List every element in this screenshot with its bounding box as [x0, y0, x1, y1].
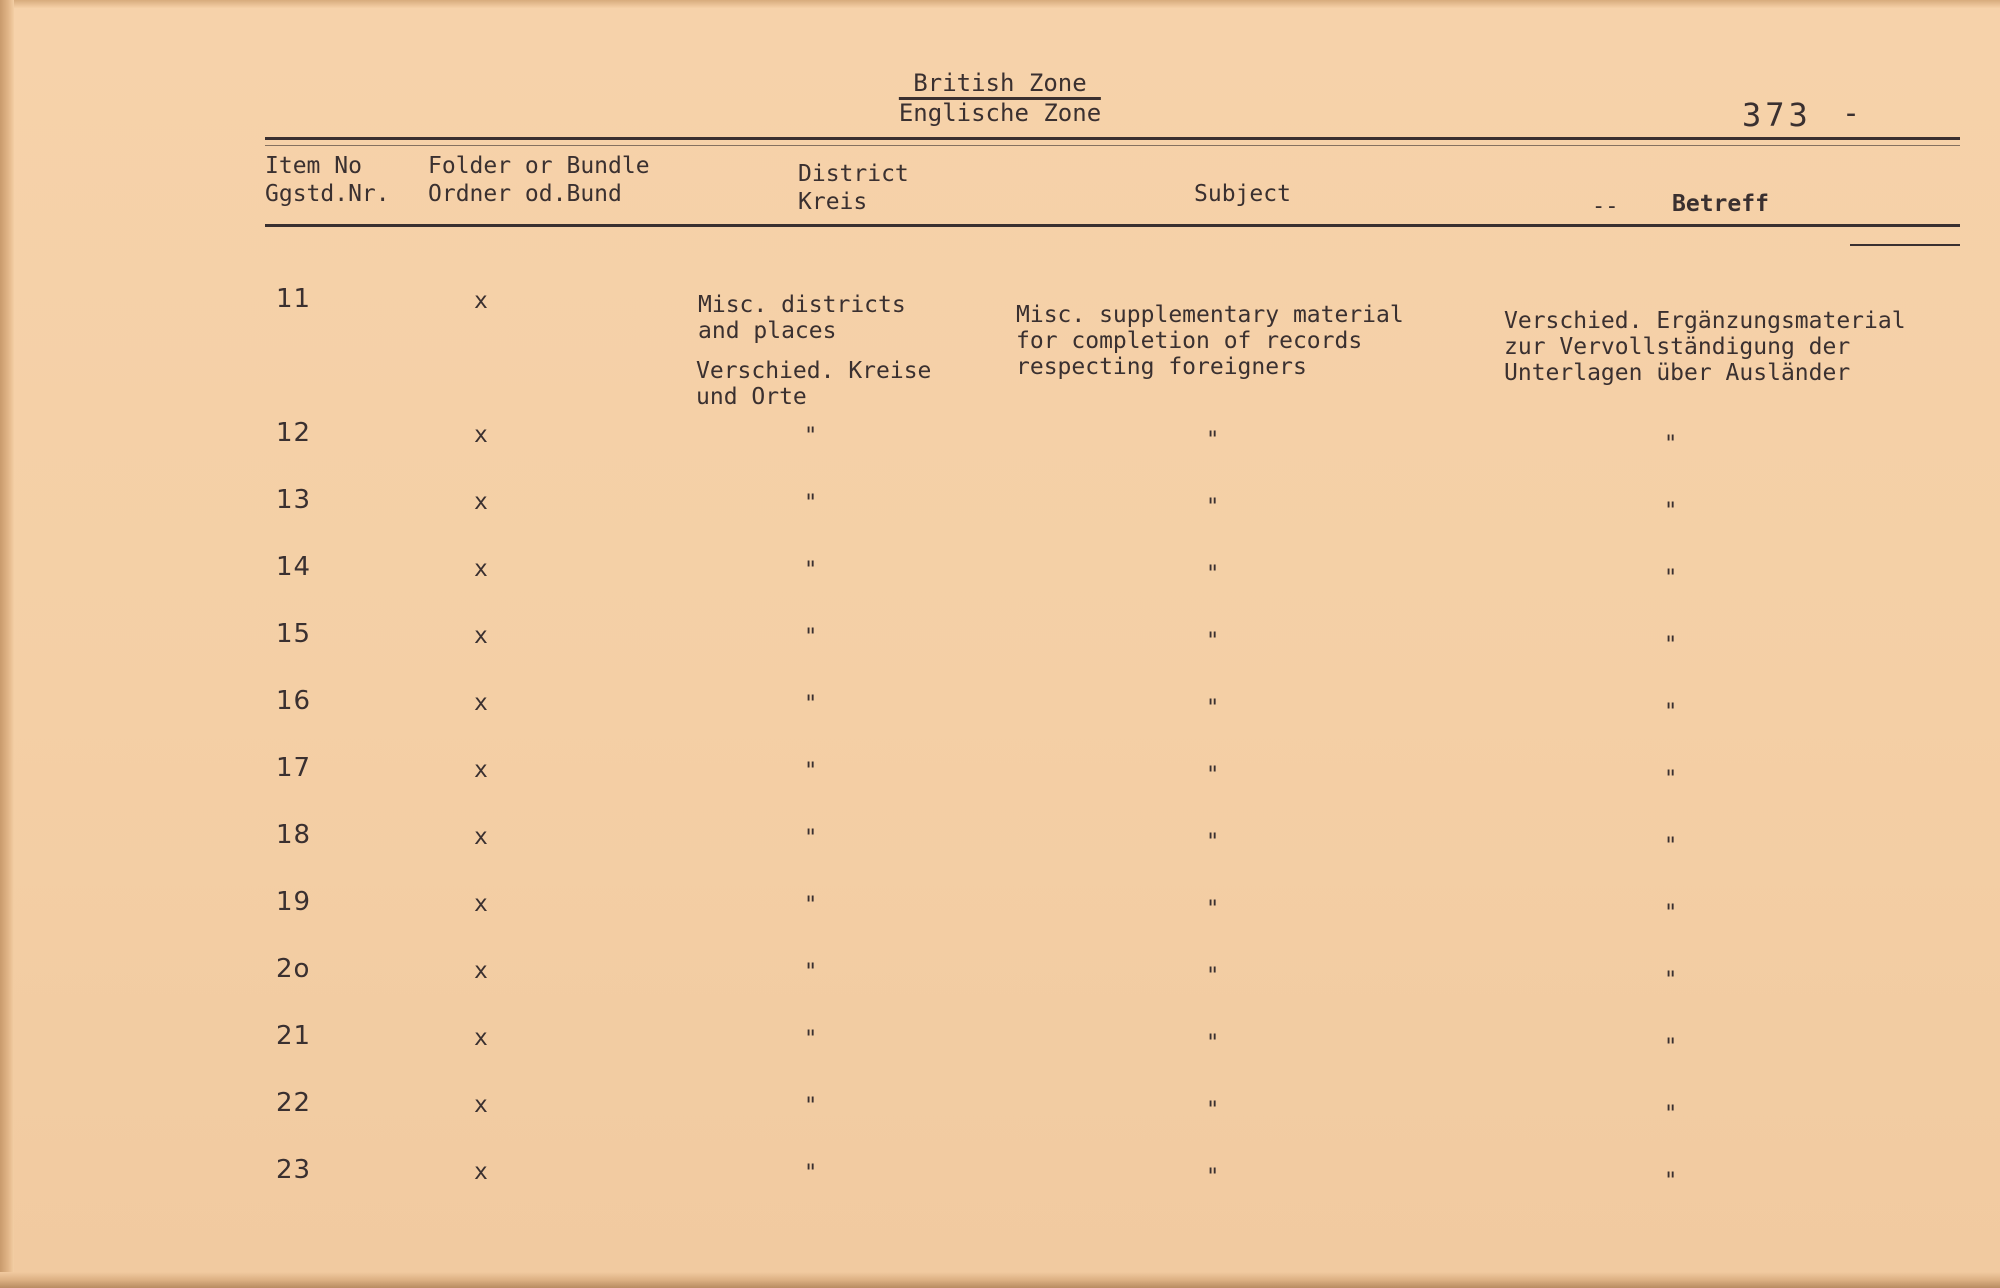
- district-ditto: ": [804, 1094, 818, 1119]
- betreff-ditto: ": [1664, 834, 1678, 859]
- district-ditto: ": [804, 1161, 818, 1186]
- folder-mark: x: [474, 1025, 488, 1051]
- folder-mark: x: [474, 288, 488, 314]
- subject-ditto: ": [1206, 830, 1220, 855]
- paper-bottom-edge: [0, 1272, 2000, 1288]
- zone-header: [899, 70, 1101, 127]
- betreff-ditto: ": [1664, 1169, 1678, 1194]
- district-ditto: ": [804, 692, 818, 717]
- column-header-item-no: Item No Ggstd.Nr.: [265, 153, 390, 207]
- item-number: 23: [276, 1155, 312, 1185]
- header-rule-top-thin: [265, 145, 1960, 146]
- header-rule-top: [265, 137, 1960, 140]
- district-de: Verschied. Kreise und Orte: [696, 358, 932, 410]
- header-rule-bottom: [265, 224, 1960, 227]
- betreff-ditto: ": [1664, 968, 1678, 993]
- folder-mark: x: [474, 556, 488, 582]
- betreff-ditto: ": [1664, 1102, 1678, 1127]
- district-ditto: ": [804, 558, 818, 583]
- district-ditto: ": [804, 491, 818, 516]
- paper-left-edge: [0, 0, 14, 1288]
- header-rule-bottom-thin: [1850, 244, 1960, 246]
- subject-ditto: ": [1206, 696, 1220, 721]
- district-ditto: ": [804, 893, 818, 918]
- district-ditto: ": [804, 960, 818, 985]
- item-number: 17: [276, 753, 312, 783]
- folder-mark: x: [474, 891, 488, 917]
- betreff-ditto: ": [1664, 901, 1678, 926]
- betreff-ditto: ": [1664, 700, 1678, 725]
- item-number: 13: [276, 485, 312, 515]
- district-ditto: ": [804, 826, 818, 851]
- subject-ditto: ": [1206, 495, 1220, 520]
- folder-mark: x: [474, 824, 488, 850]
- betreff-ditto: ": [1664, 432, 1678, 457]
- district-ditto: ": [804, 1027, 818, 1052]
- item-number: 14: [276, 552, 312, 582]
- subject-en: Misc. supplementary material for completion of records respecting foreigners: [1016, 302, 1404, 380]
- item-number: 11: [276, 284, 312, 314]
- subject-ditto: ": [1206, 562, 1220, 587]
- betreff-ditto: ": [1664, 1035, 1678, 1060]
- betreff-ditto: ": [1664, 633, 1678, 658]
- district-ditto: ": [804, 625, 818, 650]
- subject-ditto: ": [1206, 428, 1220, 453]
- subject-ditto: ": [1206, 1165, 1220, 1190]
- district-en: Misc. districts and places: [698, 292, 906, 344]
- item-number: 22: [276, 1088, 312, 1118]
- folder-mark: x: [474, 422, 488, 448]
- column-header-folder: Folder or Bundle Ordner od.Bund: [428, 153, 650, 207]
- betreff-ditto: ": [1664, 566, 1678, 591]
- item-number: 2o: [276, 954, 311, 984]
- folder-mark: x: [474, 489, 488, 515]
- page-number: 373: [1742, 96, 1812, 134]
- subject-ditto: ": [1206, 1098, 1220, 1123]
- column-header-betreff-prefix: --: [1592, 194, 1619, 219]
- item-number: 19: [276, 887, 312, 917]
- item-number: 21: [276, 1021, 312, 1051]
- column-header-subject: Subject: [1194, 181, 1291, 207]
- subject-ditto: ": [1206, 964, 1220, 989]
- column-header-betreff: Betreff: [1672, 191, 1769, 217]
- item-number: 15: [276, 619, 312, 649]
- district-ditto: ": [804, 759, 818, 784]
- betreff-ditto: ": [1664, 499, 1678, 524]
- folder-mark: x: [474, 690, 488, 716]
- folder-mark: x: [474, 1159, 488, 1185]
- folder-mark: x: [474, 757, 488, 783]
- zone-title-de: Englische Zone: [898, 99, 1102, 127]
- subject-ditto: ": [1206, 1031, 1220, 1056]
- column-header-district: District Kreis: [798, 161, 909, 215]
- subject-ditto: ": [1206, 763, 1220, 788]
- item-number: 18: [276, 820, 312, 850]
- subject-ditto: ": [1206, 629, 1220, 654]
- paper-top-edge: [0, 0, 2000, 8]
- betreff-de: Verschied. Ergänzungsmaterial zur Vervollständigung der Unterlagen über Ausländer: [1504, 308, 1906, 386]
- folder-mark: x: [474, 958, 488, 984]
- district-ditto: ": [804, 424, 818, 449]
- item-number: 16: [276, 686, 312, 716]
- folder-mark: x: [474, 1092, 488, 1118]
- folder-mark: x: [474, 623, 488, 649]
- page-mark: -: [1842, 96, 1861, 131]
- zone-title-en: British Zone: [899, 70, 1100, 100]
- subject-ditto: ": [1206, 897, 1220, 922]
- betreff-ditto: ": [1664, 767, 1678, 792]
- item-number: 12: [276, 418, 312, 448]
